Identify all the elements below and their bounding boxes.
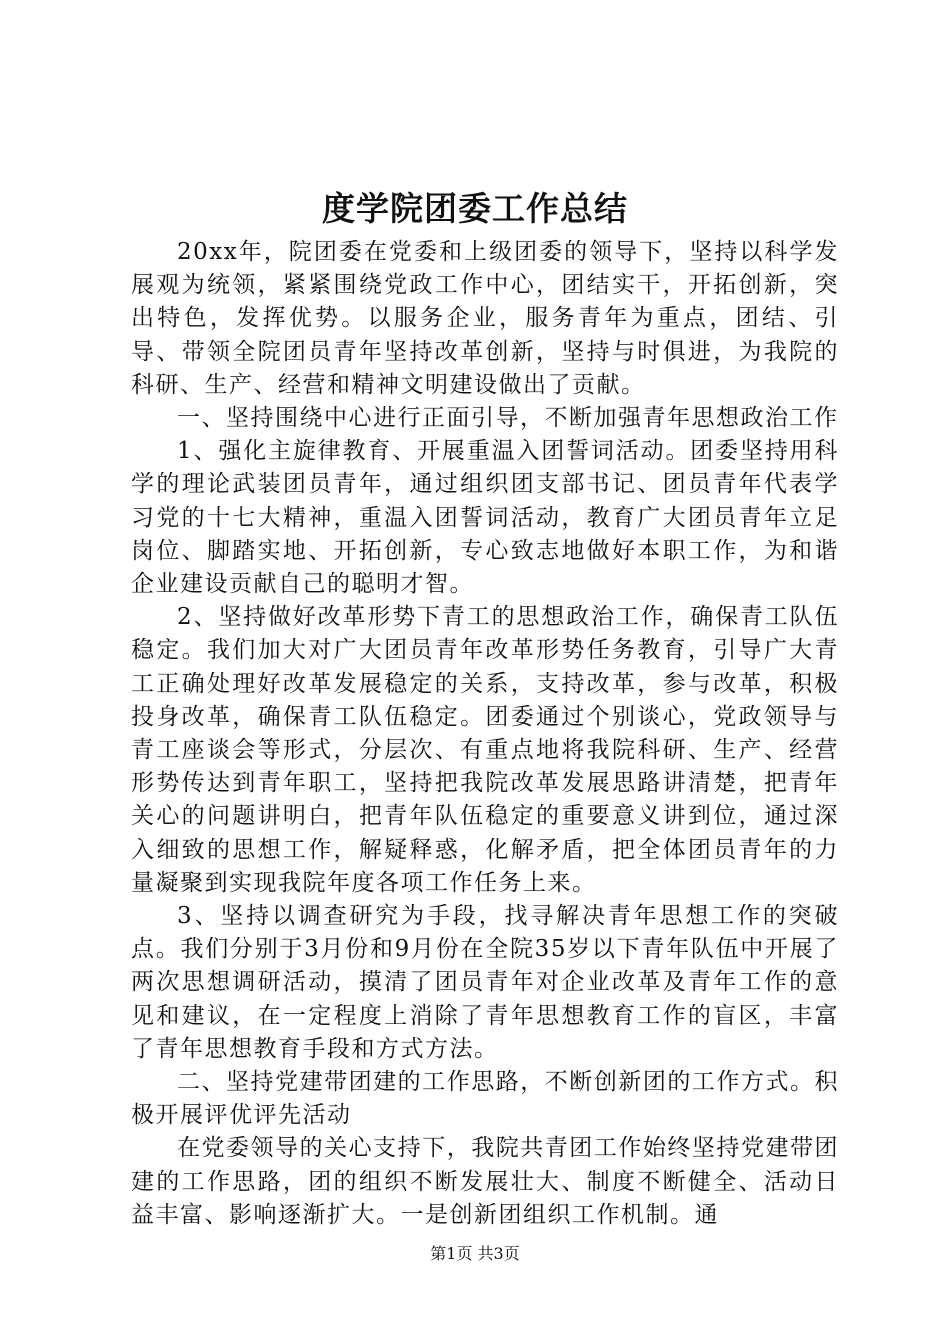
paragraph-item-3: 3、坚持以调查研究为手段，找寻解决青年思想工作的突破点。我们分别于3月份和9月份在全院35岁以下青年队伍中开展了两次思想调研活动，摸清了团员青年对企业改革及青年工作的意见和建议，在一定程度上消除了青年思想教育工作的盲区，丰富了青年思想教育手段和方式方法。 bbox=[131, 903, 839, 1062]
page-number: 第1页 共3页 bbox=[430, 1244, 520, 1263]
heading-section-1: 一、坚持围绕中心进行正面引导，不断加强青年思想政治工作 bbox=[177, 405, 839, 432]
heading-section-2: 二、坚持党建带团建的工作思路，不断创新团的工作方式。积极开展评优评先活动 bbox=[131, 1069, 839, 1129]
paragraph-section-2: 在党委领导的关心支持下，我院共青团工作始终坚持党建带团建的工作思路，团的组织不断发展壮大、制度不断健全、活动日益丰富、影响逐渐扩大。一是创新团组织工作机制。通 bbox=[131, 1135, 839, 1228]
paragraph-item-1: 1、强化主旋律教育、开展重温入团誓词活动。团委坚持用科学的理论武装团员青年，通过组织团支部书记、团员青年代表学习党的十七大精神，重温入团誓词活动，教育广大团员青年立足岗位、脚踏实地、开拓创新，专心致志地做好本职工作，为和谐企业建设贡献自己的聪明才智。 bbox=[131, 438, 839, 598]
document-body bbox=[131, 236, 839, 1232]
paragraph-item-2: 2、坚持做好改革形势下青工的思想政治工作，确保青工队伍稳定。我们加大对广大团员青年改革形势任务教育，引导广大青工正确处理好改革发展稳定的关系，支持改革，参与改革，积极投身改革，确保青工队伍稳定。团委通过个别谈心，党政领导与青工座谈会等形式，分层次、有重点地将我院科研、生产、经营形势传达到青年职工，坚持把我院改革发展思路讲清楚，把青年关心的问题讲明白，把青年队伍稳定的重要意义讲到位，通过深入细致的思想工作，解疑释惑，化解矛盾，把全体团员青年的力量凝聚到实现我院年度各项工作任务上来。 bbox=[131, 604, 839, 896]
document-title: 度学院团委工作总结 bbox=[322, 189, 628, 228]
paragraph-intro: 20xx年，院团委在党委和上级团委的领导下，坚持以科学发展观为统领，紧紧围绕党政工作中心，团结实干，开拓创新，突出特色，发挥优势。以服务企业，服务青年为重点，团结、引导、带领全院团员青年坚持改革创新，坚持与时俱进，为我院的科研、生产、经营和精神文明建设做出了贡献。 bbox=[131, 239, 839, 398]
